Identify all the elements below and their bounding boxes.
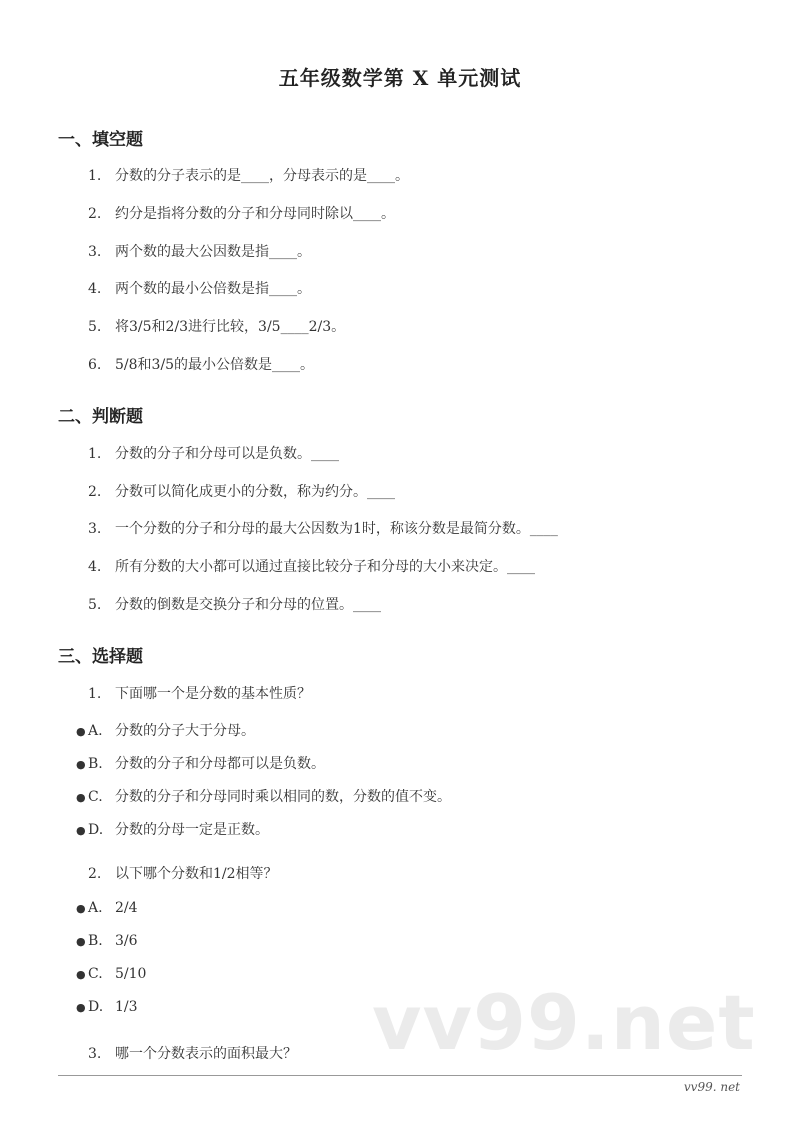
question-text: 分数的分子表示的是____，分母表示的是____。 <box>115 168 409 184</box>
question-number: 4. <box>88 559 102 575</box>
option-letter: A. <box>88 723 103 739</box>
question-number: 2. <box>88 484 102 500</box>
section-heading-multiple-choice: 三、选择题 <box>58 647 143 667</box>
question-number: 2. <box>88 866 102 882</box>
question-text: 将3/5和2/3进行比较，3/5____2/3。 <box>115 319 346 335</box>
option-letter: D. <box>88 822 104 838</box>
section-heading-true-false: 二、判断题 <box>58 407 143 427</box>
question-item <box>88 594 381 614</box>
question-text: 分数可以简化成更小的分数，称为约分。____ <box>115 484 395 500</box>
bullet-icon: ● <box>76 968 86 981</box>
option-text: 5/10 <box>115 966 147 982</box>
section-heading-fill-in: 一、填空题 <box>58 130 143 150</box>
question-number: 1. <box>88 446 102 462</box>
question-text: 分数的倒数是交换分子和分母的位置。____ <box>115 597 381 613</box>
question-number: 2. <box>88 206 102 222</box>
option-item <box>76 900 138 916</box>
option-text: 分数的分子和分母同时乘以相同的数，分数的值不变。 <box>115 789 451 805</box>
question-number: 5. <box>88 319 102 335</box>
option-text: 分数的分子和分母都可以是负数。 <box>115 756 325 772</box>
option-letter: B. <box>88 756 103 772</box>
option-letter: B. <box>88 933 103 949</box>
bullet-icon: ● <box>76 1001 86 1014</box>
bullet-icon: ● <box>76 758 86 771</box>
option-text: 1/3 <box>115 999 138 1015</box>
option-text: 2/4 <box>115 900 138 916</box>
question-item <box>88 316 345 336</box>
question-text: 所有分数的大小都可以通过直接比较分子和分母的大小来决定。____ <box>115 559 535 575</box>
bullet-icon: ● <box>76 902 86 915</box>
question-text: 哪一个分数表示的面积最大？ <box>115 1046 297 1062</box>
bullet-icon: ● <box>76 824 86 837</box>
option-letter: C. <box>88 789 103 805</box>
option-item <box>76 966 146 982</box>
question-number: 6. <box>88 357 102 373</box>
bullet-icon: ● <box>76 935 86 948</box>
question-number: 5. <box>88 597 102 613</box>
question-item <box>88 241 311 261</box>
option-text: 分数的分母一定是正数。 <box>115 822 269 838</box>
question-number: 3. <box>88 521 102 537</box>
option-text: 分数的分子大于分母。 <box>115 723 255 739</box>
question-text: 以下哪个分数和1/2相等？ <box>115 866 278 882</box>
question-text: 5/8和3/5的最小公倍数是____。 <box>115 357 315 373</box>
page-title: 五年级数学第 X 单元测试 <box>278 66 522 90</box>
question-text: 下面哪一个是分数的基本性质？ <box>115 686 311 702</box>
option-letter: D. <box>88 999 104 1015</box>
question-text: 两个数的最小公倍数是指____。 <box>115 281 311 297</box>
question-text: 一个分数的分子和分母的最大公因数为1时，称该分数是最简分数。____ <box>115 521 558 537</box>
bullet-icon: ● <box>76 725 86 738</box>
question-item <box>88 481 395 501</box>
question-number: 3. <box>88 244 102 260</box>
question-item <box>88 203 395 223</box>
question-number: 3. <box>88 1046 102 1062</box>
question-text: 两个数的最大公因数是指____。 <box>115 244 311 260</box>
question-number: 1. <box>88 168 102 184</box>
question-text: 约分是指将分数的分子和分母同时除以____。 <box>115 206 395 222</box>
question-item <box>88 556 535 576</box>
option-item <box>76 720 255 740</box>
question-item <box>88 863 278 883</box>
question-item <box>88 443 339 463</box>
question-item <box>88 165 409 185</box>
option-text: 3/6 <box>115 933 138 949</box>
option-item <box>76 999 138 1015</box>
option-item <box>76 933 138 949</box>
question-item <box>88 683 311 703</box>
bullet-icon: ● <box>76 791 86 804</box>
question-item <box>88 354 314 374</box>
question-item <box>88 518 558 538</box>
footer-divider <box>58 1075 742 1076</box>
question-number: 1. <box>88 686 102 702</box>
option-item <box>76 819 269 839</box>
option-item <box>76 753 325 773</box>
footer-text: vv99. net <box>683 1080 740 1094</box>
question-number: 4. <box>88 281 102 297</box>
question-item <box>88 278 311 298</box>
option-letter: C. <box>88 966 103 982</box>
question-text: 分数的分子和分母可以是负数。____ <box>115 446 339 462</box>
watermark: vv99.net <box>372 978 756 1067</box>
question-item <box>88 1043 297 1063</box>
option-letter: A. <box>88 900 103 916</box>
option-item <box>76 786 451 806</box>
